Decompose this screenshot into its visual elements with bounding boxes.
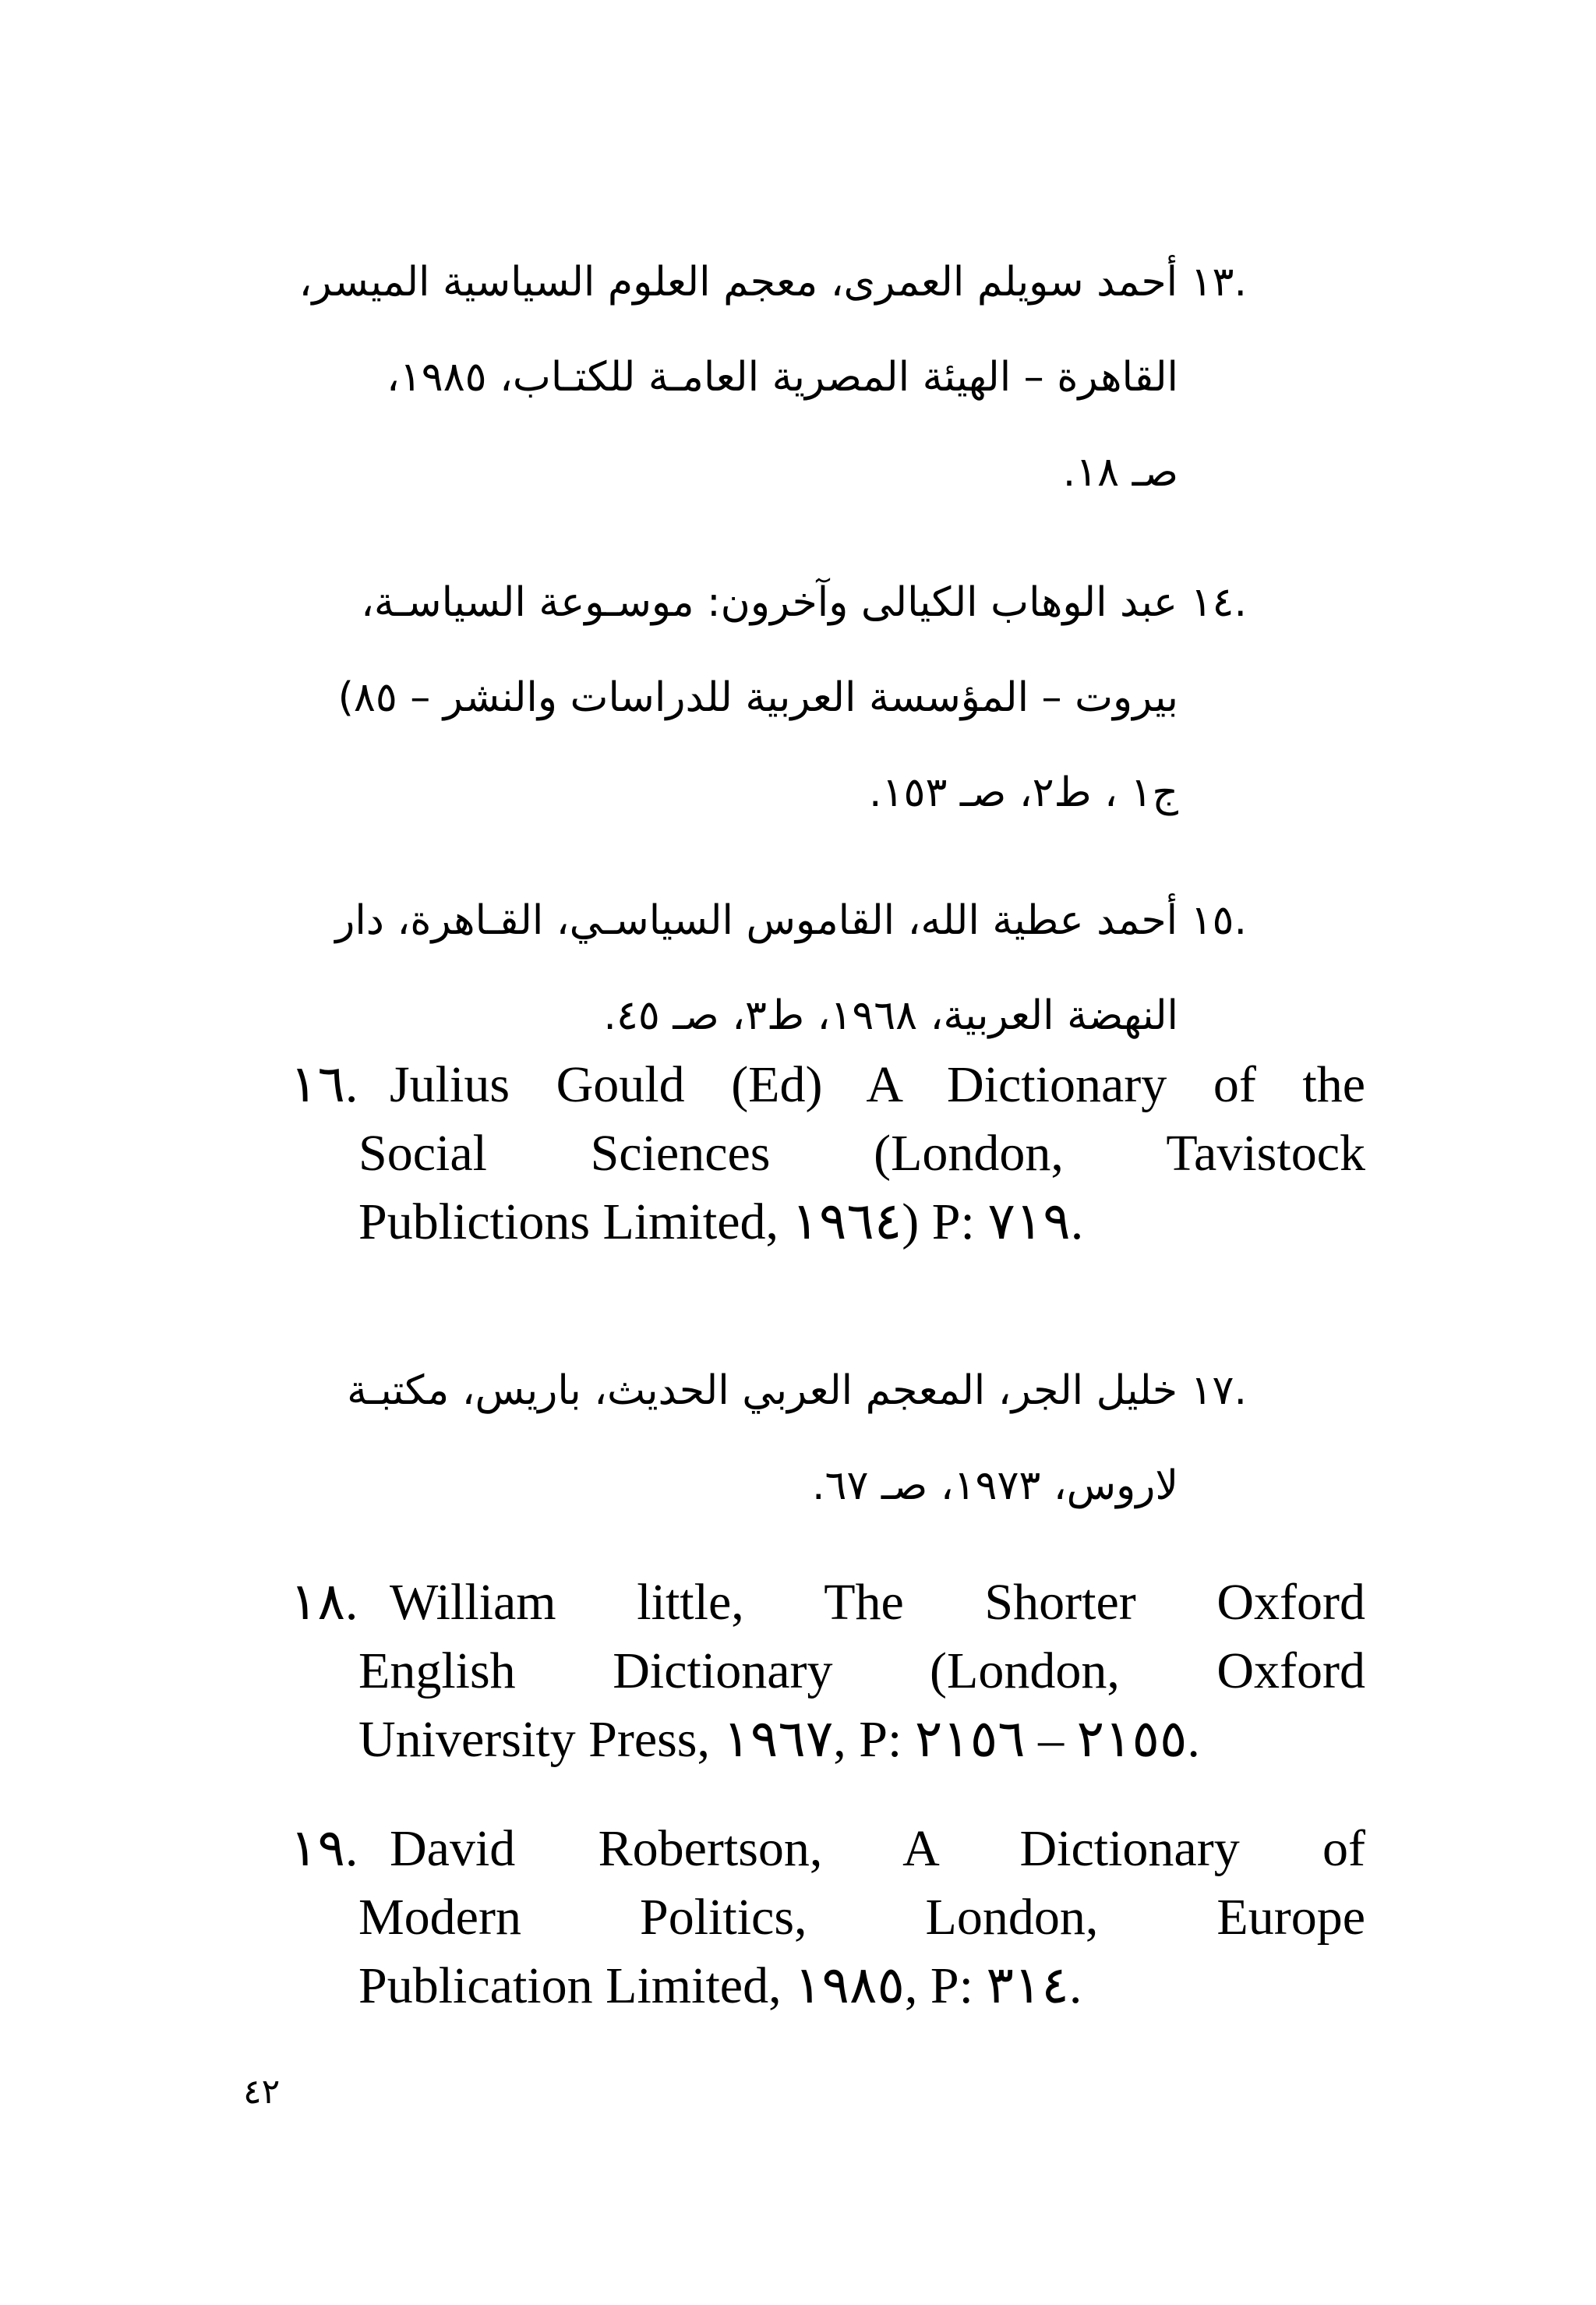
reference-16-text-1: Julius Gould (Ed) A Dictionary of the xyxy=(390,1056,1365,1113)
reference-13-line-1: .١٣ أحمد سويلم العمرى، معجم العلوم السياسية الميسر، xyxy=(298,259,1247,306)
reference-14-line-3: ج١ ، ط٢، صـ ١٥٣. xyxy=(869,769,1178,816)
reference-16 xyxy=(290,1051,1365,1257)
reference-13 xyxy=(156,235,1247,520)
reference-18-number: ١٨. xyxy=(290,1574,358,1631)
reference-15-line-1: .١٥ أحمد عطية الله، القاموس السياسـي، القـاهرة، دار xyxy=(335,897,1247,944)
reference-18 xyxy=(290,1568,1365,1774)
page-number: ٤٢ xyxy=(243,2072,281,2112)
reference-15 xyxy=(156,873,1247,1063)
reference-14 xyxy=(156,555,1247,840)
reference-16-number: ١٦. xyxy=(290,1056,358,1113)
reference-13-line-3: صـ ١٨. xyxy=(1062,449,1178,496)
reference-18-line-1 xyxy=(290,1568,1365,1637)
reference-14-line-1: .١٤ عبد الوهاب الكيالى وآخرون: موسـوعة السياسـة، xyxy=(361,579,1247,626)
reference-13-line-2: القاهرة – الهيئة المصرية العامـة للكتـاب، ١٩٨٥، xyxy=(387,354,1178,401)
reference-15-line-2: النهضة العربية، ١٩٦٨، ط٣، صـ ٤٥. xyxy=(603,992,1178,1039)
reference-16-line-1 xyxy=(290,1051,1365,1119)
reference-19 xyxy=(290,1815,1365,2020)
reference-18-text-1: William little, The Shorter Oxford xyxy=(390,1574,1365,1631)
reference-18-line-3: University Press, ١٩٦٧, P: ٢١٥٥ – ٢١٥٦. xyxy=(358,1711,1200,1768)
reference-19-line-1 xyxy=(290,1815,1365,1883)
reference-14-line-2: بيروت – المؤسسة العربية للدراسات والنشر – ٨٥) xyxy=(337,674,1178,721)
reference-17-line-2: لاروس، ١٩٧٣، صـ ٦٧. xyxy=(811,1462,1178,1509)
reference-16-line-2: Social Sciences (London, Tavistock xyxy=(358,1125,1365,1182)
reference-16-line-3: Publictions Limited, ١٩٦٤) P: ٧١٩. xyxy=(358,1193,1084,1250)
reference-17-line-1: .١٧ خليل الجر، المعجم العربي الحديث، باريس، مكتبـة xyxy=(347,1367,1247,1414)
reference-19-line-2: Modern Politics, London, Europe xyxy=(358,1889,1365,1946)
reference-19-text-1: David Robertson, A Dictionary of xyxy=(390,1820,1365,1877)
reference-18-line-2: English Dictionary (London, Oxford xyxy=(358,1642,1365,1699)
reference-19-line-3: Publication Limited, ١٩٨٥, P: ٣١٤. xyxy=(358,1957,1082,2014)
reference-19-number: ١٩. xyxy=(290,1820,358,1877)
reference-17 xyxy=(156,1343,1247,1533)
